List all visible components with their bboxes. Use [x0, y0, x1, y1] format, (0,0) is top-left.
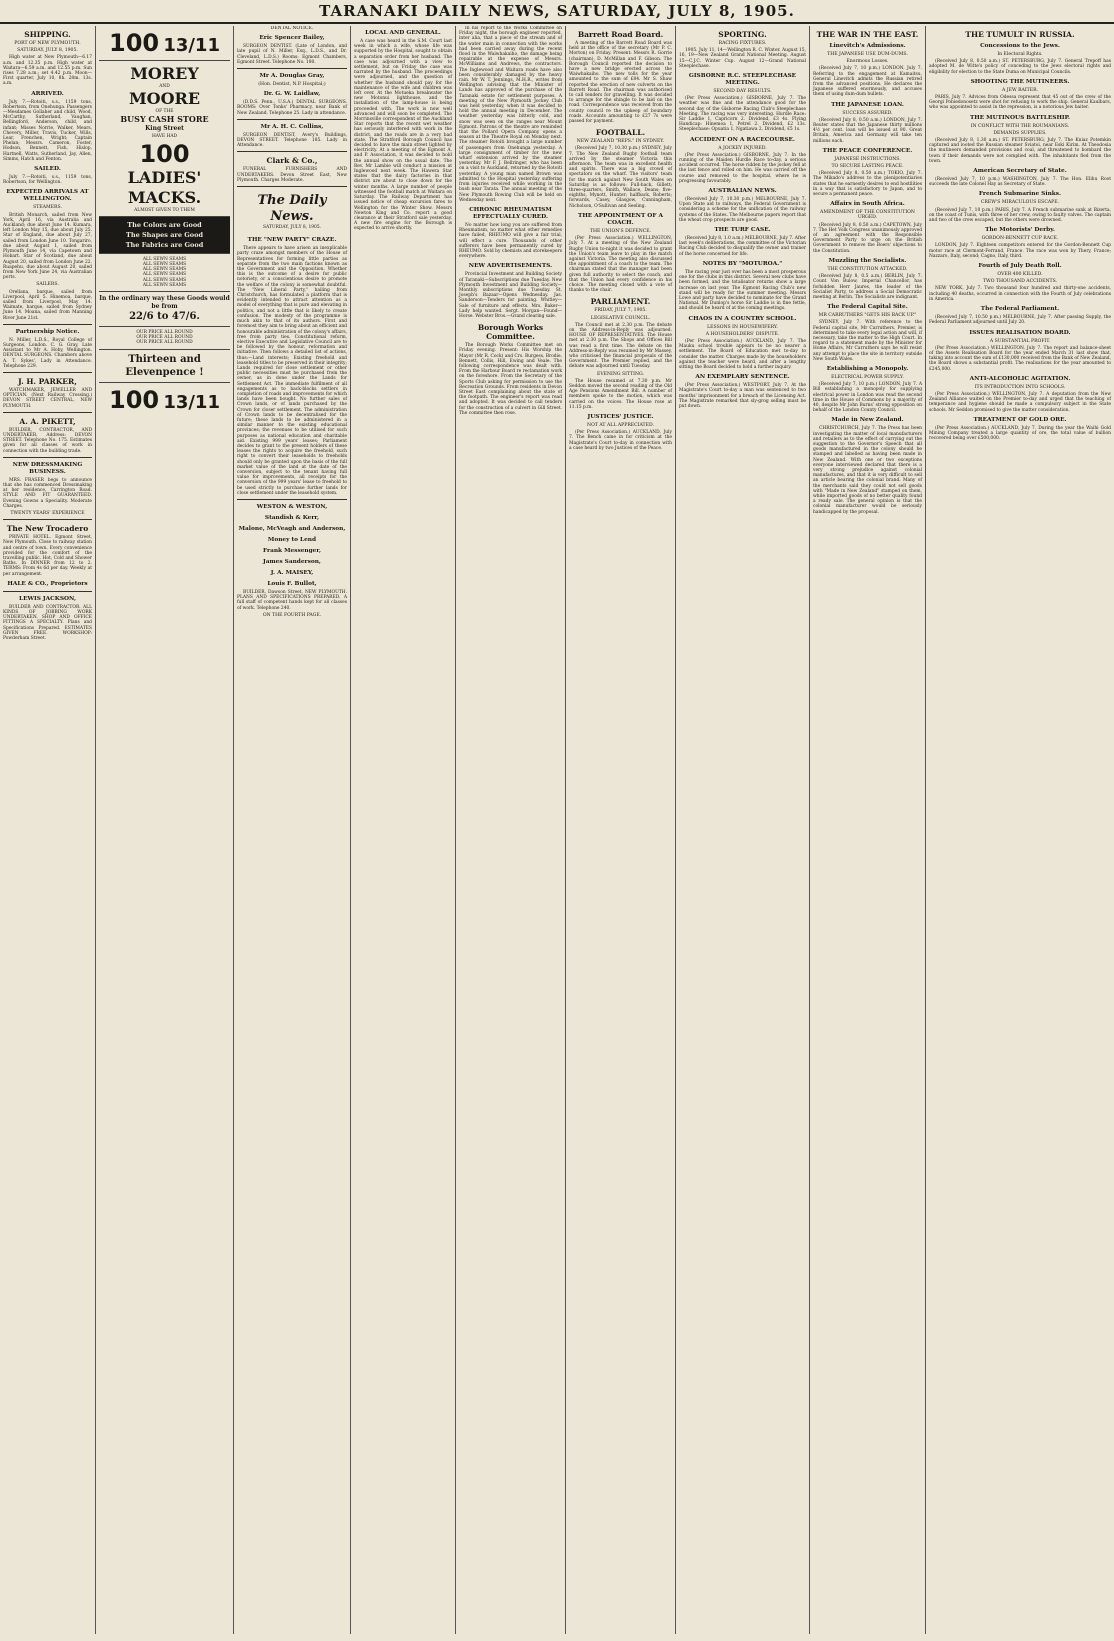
price-100-bottom: 100	[109, 385, 160, 414]
crew-escape-subheading: CREW'S MIRACULOUS ESCAPE.	[980, 200, 1060, 206]
dumdums-subheading: THE JAPANESE USE DUM-DUMS.	[827, 52, 908, 57]
quality-block	[99, 217, 230, 254]
price-fraction-top: 13/11	[163, 35, 220, 56]
morey-moore-block	[99, 61, 230, 217]
moturoa-heading: NOTES BY "MOTUROA."	[702, 260, 783, 267]
laidlaw-text: (D.D.S. Penn., U.S.A.) DENTAL SURGEONS. ROOMS: Over Tonks' Pharmacy, near Bank of New Zealand. Telephone 25. Lady in attendance.	[237, 100, 347, 116]
peace-text: (Received July 8, 0.50 a.m.) TOKIO, July 7. The Mikado's address to the plenipotentiaries states that he earnestly desires to end hostilities in a way that is satisfactory to Japan, and to secure a permanent peace.	[813, 171, 922, 198]
turf-case-heading: THE TURF CASE.	[714, 227, 771, 234]
assets-board-heading: ISSUES REALISATION BOARD.	[969, 329, 1071, 336]
shapes-good: The Shapes are Good	[126, 230, 203, 239]
shipping-heading: SHIPPING.	[24, 30, 71, 39]
collins-heading: Mr A. H. C. Collins,	[260, 123, 324, 130]
killed-subheading: OVER 400 KILLED.	[997, 272, 1043, 278]
divider	[3, 519, 92, 520]
sewn-seams-block	[99, 254, 230, 292]
port-subheading: PORT OF NEW PLYMOUTH.	[14, 41, 81, 46]
column-russia	[926, 26, 1114, 1634]
king-street: King Street	[145, 125, 184, 133]
fabrics-good: The Fabrics are Good	[125, 240, 204, 249]
parliament-heading: PARLIAMENT.	[590, 297, 651, 307]
new-ads-heading: NEW ADVERTISEMENTS.	[468, 263, 553, 270]
local-general-heading: LOCAL AND GENERAL.	[365, 30, 441, 36]
householders-subheading: A HOUSEHOLDERS' DISPUTE.	[705, 331, 780, 337]
divider	[237, 499, 347, 500]
parker-heading: J. H. PARKER,	[18, 376, 77, 386]
war-text: (Received July 7, 10 p.m.) LONDON, July 7. Referring to the engagement at Kamaitsu, General Linevitch admits the Russian retired from the advanced positions. He declares the Japanese suffered enormously, and accuses them of using dum-dum bullets.	[813, 66, 922, 98]
lewis-heading: LEWIS JACKSON,	[19, 595, 76, 602]
busy-cash-store: BUSY CASH STORE	[120, 114, 209, 125]
sailers-text: Orellana, barque, sailed from Liverpool, April 5. Hinemoa, barque, sailed from Liverpool, May 14. Waimate, barque, sailed from Sydney June 14. Moana, sailed from Manning River June 21st.	[3, 289, 92, 321]
south-africa-heading: Affairs in South Africa.	[830, 201, 905, 208]
american-secretary-text: (Received July 7, 10 p.m.) WASHINGTON, July 7. The Hon. Elihu Root succeeds the late Colonel Hay as Secretary of State.	[929, 177, 1111, 188]
masthead-title: TARANAKI DAILY NEWS, SATURDAY, JULY 8, 1905.	[0, 0, 1114, 24]
sailed-text: July 7.—Rotoiti, s.s., 1159 tons, Robertson, for Wellington.	[3, 175, 92, 186]
rheumatism-text: No matter how long you are suffered from Rheumatism, no matter what other remedies have failed, RHEUMO will give a fair trial, will effect a cure. Thousands of other sufferers have been permanently cured by RHEUMO. Sold by chemists and storekeepers everywhere.	[459, 222, 562, 260]
sewn-seams-line: ALL SEWN SEAMS	[142, 272, 187, 278]
parker-text: WATCHMAKER, JEWELLER AND OPTICIAN. (Next Railway Crossing.) DEVON STREET CENTRAL, NEW PLYMOUTH.	[3, 387, 92, 409]
carruthers-subheading: MR CARRUTHERS "GETS HIS BACK UP."	[818, 313, 917, 319]
sewn-seams-line: ALL SEWN SEAMS	[142, 256, 187, 262]
accident-text: (Per Press Association.) GISBORNE, July 7. In the running of the Maiden Hurdle Race to-day, a serious accident occurred. The horse ridden by the jockey fell at the last fence and rolled on him. He was carried off the course and removed to the hospital, where he is progressing favourably.	[679, 152, 806, 184]
steamers-text: British Monarch, sailed from New York, April 16, via Australia and Auckland; due about June 14. Kumara, left London May 15, due about July 25. Star of England, due about July 27, sailed from London June 10. Tongariro, due about August 1, sailed from Plymouth June 14, via Capetown and Hobart. Star of Scotland, due about August 20, sailed from London June 22. Ruapehu, due about August 20, sailed from New York June 24, via Australian ports.	[3, 212, 92, 281]
local-general-text: A case was heard in the S.M. Court last week in which a wife, whose life was supported by the Hospital, sought to obtain a separation order from her husband. The case was adjourned with a view to settlement, but on Friday the case was narrated by the husband. The proceedings were adjourned, and the question of whether the husband should pay for the maintenance of the wife and children was left over. At the Motueka breakwater the new Motonui lighthouse, and the installation of the lamp-house is being proceeded with. The work is now well advanced and will soon be completed. The Morrinsville correspondent of the Auckland Star reports that the recent wet weather has seriously interfered with work in the district, and the roads are in a very bad state. The Stratford Borough Council has decided to have the main street lighted by electricity. At a meeting of the Egmont A. and P. Association, it was decided to hold the annual show on the usual date. The Rev. Mr Lambie will conduct a mission at Inglewood next week. The Hawera Star states that the dairy factories in that district are about to close down for the winter months. A large number of people witnessed the football match at Waitara on Saturday. The Railway Department has issued notice of cheap excursion fares to Wellington for the Winter Show. Messrs Newton King and Co. report a good clearance at their Stratford sale yesterday. A new fire engine for the Borough is expected to arrive shortly.	[354, 39, 452, 232]
column-sporting	[676, 26, 810, 1634]
column-local-general	[351, 26, 456, 1634]
sewn-seams-line: ALL SEWN SEAMS	[142, 267, 187, 273]
sporting-heading: SPORTING.	[718, 30, 767, 39]
monopoly-heading: Establishing a Monopoly.	[826, 365, 909, 372]
douglas-heading: Mr A. Douglas Gray,	[259, 73, 325, 80]
dental-notice: DENTAL NOTICE.	[270, 26, 314, 31]
clark-text: FUNERAL FURNISHERS AND UNDERTAKERS. Devon Street East, New Plymouth. Charges Moderate.	[237, 167, 347, 183]
divider	[237, 151, 347, 152]
american-secretary-heading: American Secretary of State.	[973, 168, 1067, 175]
daily-news-date: SATURDAY, JULY 8, 1905.	[262, 225, 322, 231]
price-100-top: 100	[109, 29, 160, 57]
sewn-seams-line: ALL SEWN SEAMS	[142, 282, 187, 288]
jew-baiter-subheading: A JEW BAITER.	[1002, 87, 1038, 93]
our-price-line: OUR PRICE ALL ROUND	[136, 335, 193, 341]
constitution-attacked-subheading: THE CONSTITUTION ATTACKED.	[827, 266, 908, 272]
divider	[3, 591, 92, 592]
racing-fixtures-text: 1905. July 11, 14—Wellington R. C. Winter. August 15, 16, 19—New Zealand Grand National Meeting. August 15—C.J.C. Winter Cup. August 12—Grand National Steeplechase.	[679, 48, 806, 69]
football-subheading: NEW ZEALAND "REPS." IN SYDNEY.	[576, 139, 665, 145]
divider	[237, 186, 347, 187]
column-shipping	[0, 26, 96, 1634]
barrett-text: A meeting of the Barrett Road Board was held at the office of the secretary (Mr P. C. Morton) on Friday. Present: Messrs R. Gorrie (chairman), D. McMillan and F. Gibson. The Borough Council reported the decision to have a new bridge erected across the Waiwhakaiho. The new tolls for the year amounted to the sum of £84. Mr S. Shaw reported the erection of new culverts on the Barrett Road. The chairman was authorised to call tenders for gravelling. It was decided to arrange for the shingle to be laid on the road. Correspondence was received from the county council re the upkeep of boundary roads. Accounts amounting to £27 7s were passed for payment.	[569, 41, 672, 125]
racing-fixtures-subheading: RACING FIXTURES.	[718, 41, 767, 46]
trocadero-text: PRIVATE HOTEL. Egmont Street, New Plymouth. Close to railway station and centre of town. Every convenience provided for the comfort of the travelling public. Hot, Cold and Shower Baths. In DINNER from 12 to 2. TERMS: From 4s 6d per day. Weekly at per arrangement.	[3, 535, 92, 577]
gordon-bennett-subheading: GORDON-BENNETT CUP RACE.	[981, 236, 1059, 242]
parliament-text: The Council met at 2.30 p.m. The debate on the Address-in-Reply was adjourned. HOUSE OF REPRESENTATIVES. The House met at 2.30 p.m. The Shops and Offices Bill was read a first time. The debate on the Address-in-Reply was resumed by Mr Massey, who criticised the financial proposals of the Government. The Premier replied, and the debate was adjourned until Tuesday.	[569, 322, 672, 370]
column-local-continued	[456, 26, 566, 1634]
morey-title: MOREY	[130, 64, 199, 83]
sanderson-heading: James Sanderson,	[263, 559, 321, 565]
moore-title: MOORE	[128, 89, 201, 109]
bullot-text: BUILDER, Dawson Street, NEW PLYMOUTH. PLANS AND SPECIFICATIONS PREPARED. A full staff of competent hands kept for all classes of work. Telephone 240.	[237, 590, 347, 611]
gold-ore-text: (Per Press Association.) AUCKLAND, July 7. During the year the Waihi Gold Mining Company treated a large quantity of ore, the total value of bullion recovered being over £500,000.	[929, 425, 1111, 442]
loan-text: (Received July 8, 0.50 a.m.) LONDON, July 7. Reuter states that the Japanese thirty millions 4½ per cent. loan will be issued at 90. Great Britain, America and Germany will take ten millions each.	[813, 117, 922, 144]
anti-alcoholic-text: (Per Press Association.) WELLINGTON, July 7. A deputation from the New Zealand Alliance waited on the Premier to-day and urged that the teaching of temperance and hygiene should be made a compulsory subject in the State schools. Mr Seddon promised to give the matter consideration.	[929, 391, 1111, 413]
column-professional-editorial	[234, 26, 351, 1634]
french-submarine-heading: French Submarine Sinks.	[978, 191, 1062, 198]
gisborne-heading: GISBORNE R.C. STEEPLECHASE MEETING.	[688, 73, 797, 87]
our-price-block	[99, 327, 230, 350]
union-defence-subheading: THE UNION'S DEFENCE.	[589, 228, 652, 234]
sailers-subheading: SAILERS.	[36, 282, 59, 288]
tide-text: High water at New Plymouth—6.17 a.m. and 12.35 p.m. High water at Waitara—6.59 a.m. and 12.55 p.m. Sun rises 7.28 a.m.; set 4.42 p.m. Moon—First quarter, July 10, 8h. 28m. 13s. a.m.	[3, 55, 92, 87]
borough-works-heading: Borough Works Committee.	[477, 323, 544, 342]
made-in-nz-text: CHRISTCHURCH, July 7. The Press has been investigating the matter of local manufacturers and retailers as to the effect of carrying out the suggestion to the Governor's Speech that all goods manufactured in the colony should be stamped and labelled as having been made in New Zealand. With one or two exceptions everyone interviewed declared that there is a very strong prejudice against colonial manufactures, and that it is very difficult to sell an article bearing the colonial brand. Many of the merchants said they could not sell goods with "Made in New Zealand" stamped on them, while imported goods of no better quality found a ready sale. The general opinion is that the colonial manufacturer would be seriously handicapped by the proposal.	[813, 426, 922, 515]
price-100-mid: 100	[139, 139, 190, 168]
justices-subheading: NOT AT ALL APPRECIATED.	[587, 422, 654, 428]
federal-capital-text: SYDNEY, July 7. With reference to the Federal capital site, Mr Carruthers, Premier, is determined to take every legal action and will, if necessary, take the matter to the High Court. In regard to a statement made by the Minister for Home Affairs, Mr Carruthers says he will resist any attempt to place the site in territory outside New South Wales.	[813, 320, 922, 362]
have-had-text: HAVE HAD	[151, 134, 178, 140]
motorists-text: LONDON, July 7. Eighteen competitors entered for the Gordon-Bennett Cup motor race at Clermont-Ferrand, France. The race was won by Thery, France; Nazzaro, Italy, second; Cagno, Italy, third.	[929, 243, 1111, 259]
conflict-subheading: IN CONFLICT WITH THE ROUMANIANS.	[970, 123, 1070, 129]
concessions-heading: Concessions to the Jews.	[980, 43, 1060, 49]
french-submarine-text: (Received July 7, 10 p.m.) PARIS, July 7. A French submarine sank at Bizerta, on the coast of Tunis, with three of her crew, owing to faulty valves. The captain and two of the crew escaped, but the others were drowned.	[929, 207, 1111, 224]
fourth-july-heading: Fourth of July Death Roll.	[978, 263, 1062, 270]
ladies-title: LADIES'	[127, 167, 202, 187]
linevitch-heading: Linevitch's Admissions.	[829, 43, 906, 49]
divider	[3, 372, 92, 373]
column-war-east	[810, 26, 926, 1634]
rheumatism-heading: CHRONIC RHEUMATISM EFFECTUALLY CURED.	[469, 206, 552, 220]
accidents-subheading: TWO THOUSAND ACCIDENTS.	[982, 279, 1058, 285]
divider	[3, 324, 92, 325]
battleship-text: (Received July 8, 1.30 a.m.) ST. PETERSBURG, July 7. The Kniaz Potemkin captured and looted the Russian steamer Sviatoi, near Eski Kirim. At Theodosia the mutineers demanded provisions and coal, and threatened to bombard the town if their demands were not complied with. The inhabitants fled from the town.	[929, 138, 1111, 164]
australian-news-heading: AUSTRALIAN NEWS.	[708, 188, 777, 195]
spencer-text: SURGEON DENTIST. (Late of London, and late pupil of N. Miller, Esq., L.D.S., and Dr. Cleveland, L.D.S.) Rooms: Egmont Chambers, Egmont Street. Telephone No. 180.	[237, 44, 347, 65]
messenger-heading: Frank Messenger,	[263, 548, 321, 554]
electoral-subheading: In Electoral Rights.	[997, 52, 1043, 57]
evening-sitting-text: The House resumed at 7.30 p.m. Mr Seddon moved the second reading of the Old Age Pensions Amendment Bill. A number of members spoke to the motion, which was carried on the voices. The House rose at 11.15 p.m.	[569, 378, 672, 410]
date-subheading: SATURDAY, JULY 8, 1905.	[17, 48, 78, 54]
price-block-bottom	[99, 383, 230, 417]
gisborne-text: (Per Press Association.) GISBORNE, July 7. The weather was fine and the attendance good for the second day of the Gisborne Racing Club's Steeplechase Meeting. The racing was very interesting. Hurdle Race: Sir Laddie 1, Capricorn 2. Dividend, £3 4s. Flying Handicap: Hinemoa 1, Petrel 2. Dividend, £2 13s. Steeplechase: Opuatia 1, Ngatiawa 2. Dividend, £5 1s.	[679, 96, 806, 133]
dressmaking-heading: NEW DRESSMAKING BUSINESS.	[12, 461, 83, 475]
almost-given-text: ALMOST GIVEN TO THEM	[134, 207, 195, 213]
barrett-heading: Barrett Road Board.	[577, 30, 664, 39]
and-text: AND	[159, 84, 170, 89]
divider	[237, 68, 347, 69]
standish-heading: Standish & Kerr,	[264, 515, 320, 521]
legislative-council-subheading: LEGISLATIVE COUNCIL.	[590, 315, 651, 321]
justices-text: (Per Press Association.) AUCKLAND, July 7. The Bench came in for criticism at the Magistrate's Court to-day in connection with a case heard by two Justices of the Peace.	[569, 430, 672, 451]
muzzling-text: (Received July 8, 0.5 a.m.) BERLIN, July 7. Count Von Bulow, Imperial Chancellor, has forbidden Herr Jaures, the leader of the Socialist Party, to address a Social Democratic meeting at Berlin. The Socialists are indignant.	[813, 274, 922, 300]
trocadero-heading: The New Trocadero	[6, 524, 89, 534]
spencer-heading: Eric Spencer Bailey,	[259, 35, 325, 42]
clark-heading: Clark & Co.,	[266, 156, 318, 166]
parliament-date: FRIDAY, JULY 7, 1905.	[594, 308, 647, 314]
new-ads-text: Provincial Investment and Building Society of Taranaki—Subscriptions due Tuesday. New Plymouth Investment and Building Society—Monthly subscriptions due Tuesday. St. Joseph's Bazaar—Opens Wednesday. Jas. Sanderson—Tenders for painting. Whitley—Sale of furniture and effects. Mrs. Baker—Lady help wanted. Sergt. Morgan—Found—Horse. Webster Bros.—Grand clearing sale.	[459, 272, 562, 319]
daily-news-logo-block	[237, 190, 347, 233]
ordinary-text: In the ordinary way these Goods would be from	[99, 295, 230, 310]
divider	[3, 412, 92, 413]
malone-heading: Malone, McVeagh and Anderson,	[238, 526, 346, 532]
price-block-top	[99, 26, 230, 61]
hale-heading: HALE & CO., Proprietors	[7, 580, 88, 587]
sewn-seams-line: ALL SEWN SEAMS	[142, 262, 187, 268]
pikett-text: BUILDER, CONTRACTOR, AND UNDERTAKER. Address: DEVON STREET. Telephone No. 175. Estimates given for all classes of work in connection with the building trade.	[3, 427, 92, 454]
lasting-peace-subheading: TO SECURE LASTING PEACE.	[831, 164, 904, 170]
war-east-heading: THE WAR IN THE EAST.	[816, 30, 919, 39]
laidlaw-heading: Dr. G. W. Laidlaw,	[263, 91, 321, 98]
football-heading: FOOTBALL.	[595, 128, 646, 138]
south-africa-text: (Received July 8, 0.50 a.m.) CAPETOWN, July 7. The Het Volk Congress unanimously approved of an agreement with the Responsible Government Party to urge on the British Government to remove the Boers' objections to the Constitution.	[813, 222, 922, 254]
shooting-text: PARIS, July 7. Advices from Odessa represent that 45 out of the crew of the Georgi Pobiedonosetz were shot for refusing to work the ship. General Kaulbars, who was appointed to assist in the repression, is a notorious Jew baiter.	[929, 95, 1111, 111]
partnership-heading: Partnership Notice.	[15, 328, 80, 335]
sailed-heading: SAILED.	[34, 166, 61, 173]
chaos-heading: CHAOS IN A COUNTRY SCHOOL.	[688, 315, 797, 322]
bullot-heading: Louis F. Bullot,	[267, 581, 317, 587]
partnership-text: N. Miller, L.D.S., Royal College of Surgeons, London. C. G. Gray, Late Assistant to Mr A. Hoby, Wellington. DENTAL SURGEONS. Chambers above A. T. Sykes', Lady in Attendance. Telephone 229.	[3, 337, 92, 369]
tumult-russia-heading: THE TUMULT IN RUSSIA.	[965, 30, 1075, 39]
chaos-text: (Per Press Association.) AUCKLAND, July 7. The Mauku school trouble appears to be no nearer a settlement. The Board of Education met to-day to consider the matter. Charges made by the householders against the teacher were heard, and after a lengthy sitting the Board decided to hold a further inquiry.	[679, 338, 806, 370]
monopoly-text: (Received July 7, 10 p.m.) LONDON, July 7. A Bill establishing a monopoly for supplying electrical power in London was read the second time in the House of Commons by a majority of 40, despite Mr John Burns' strong opposition on behalf of the London County Council.	[813, 382, 922, 414]
divider	[237, 119, 347, 120]
justices-heading: JUSTICES' JUSTICE.	[587, 413, 654, 420]
accident-heading: ACCIDENT ON A RACECOURSE.	[690, 136, 795, 143]
maisey-heading: J. A. MAISEY,	[270, 570, 314, 576]
steamers-subheading: STEAMERS.	[33, 205, 62, 211]
weston-heading: WESTON & WESTON,	[256, 504, 328, 510]
assets-board-text: (Per Press Association.) WELLINGTON, July 7. The report and balance-sheet of the Assets Realisation Board for the year ended March 31 last show that, taking into account the sum of £130,000 received from the Bank of New Zealand, the Board shows a substantial profit. The realisations for the year amounted to £245,000.	[929, 345, 1112, 372]
column-morey-moore-ad	[96, 26, 234, 1634]
moturoa-text: The racing year just over has been a most prosperous one for the clubs in this district. Several new clubs have been formed, and the totalisator returns show a large increase on last year. The Egmont Racing Club's new stand will be ready for the summer meeting. Messrs Lowe and party have decided to nominate for the Grand National. Mr Dunlop's horse Sir Laddie is in fine fettle, and should be heard of at the coming meetings.	[679, 269, 806, 312]
thirteen-eleven-title: Thirteen and Elevenpence !	[125, 353, 204, 378]
column-barrett-football-parliament	[566, 26, 676, 1634]
made-in-nz-heading: Made in New Zealand.	[831, 417, 904, 424]
federal-parliament-text: (Received July 7, 10.50 p.m.) MELBOURNE, July 7. After passing Supply, the Federal Parliament adjourned until July 20.	[929, 315, 1111, 326]
editorial-text: There appears to have arisen an inexplicable party craze amongst members of the House of Representatives for forming little parties as separate from the two main factions known as the Government and the Opposition. Whether this is the outcome of a desire for public notoriety, or a conscientious desire to promote the welfare of the colony is somewhat doubtful. The "New Liberal Party," hailing from Christchurch, has formulated a platform that is evidently intended to attract attention as a model of everything that is pure and elevating in politics, and not a little that is likely to create confusion. The modesty of the programme is much akin to that of its authors. First and foremost they aim to bring about an efficient and honourable administration of the colony's affairs, free from party ties. Constitutional reform, elective Executive and Legislative Council are to be followed by the honour, reformation and initiative. Then follows a detailed list of actions, thus:—Land interests; Existing freehold and leasehold titles to be preserved in their integrity; Lands required for close settlement or other public necessities must be purchased from the owner, as in done under the Lands for Settlement Act. The immediate fulfilment of all engagements as to back-blocks settlers in completion of roads and improvements for which lands have been bought. No further sales of Crown lands, or of lands purchased by the Crown for closer settlement. The administration of Crown lands to be decentralised for the future; these lands to be administered in a similar manner to the existing educational provinces; the revenues to be utilised for such purposes as national education and charitable aid. Existing 999 years' leases; Parliament decides to grant to the present holders of these leases the rights to acquire the freehold, such right to convert their leaseholds to freeholds should only be granted upon the basis of the full market value of the land at the date of the conversion, subject to the tenant having full value for improvements, all receipts for the conversion of the 999 years' lease to freehold to be used strictly to purchase further lands for close settlement under the leasehold system.	[237, 246, 347, 496]
arrived-heading: ARRIVED.	[31, 90, 64, 97]
borough-works-text: The Borough Works Committee met on Friday evening. Present: His Worship the Mayor (Mr R. Cock) and Crs. Burgess, Brodie, Bennett, Collis, Hill, Ewing and Veale. The following correspondence was dealt with. From the Harbour Board re reclamation work on the foreshore. From the Secretary of the Sports Club asking for permission to use the Recreation Grounds. From residents in Devon Street East complaining about the state of the footpath. The engineer's report was read and adopted. It was decided to call tenders for the construction of a culvert in Gill Street. The committee then rose.	[459, 343, 562, 416]
gold-ore-heading: TREATMENT OF GOLD ORE.	[973, 416, 1067, 423]
success-subheading: SUCCESS ASSURED.	[842, 110, 893, 116]
pikett-heading: A. A. PIKETT,	[19, 416, 76, 426]
second-day-subheading: SECOND DAY RESULTS.	[713, 89, 772, 95]
our-price-line: OUR PRICE ALL ROUND	[136, 330, 193, 336]
sewn-seams-line: ALL SEWN SEAMS	[142, 277, 187, 283]
coach-text: (Per Press Association.) WELLINGTON, July 7. At a meeting of the New Zealand Rugby Union to-night it was decided to grant the Union's team leave to play in the match against Victoria. The meeting also discussed the appointment of a coach to the team. The chairman stated that the manager had been given full authority to select the coach, and that the Union had every confidence in his choice. The meeting closed with a vote of thanks to the chair.	[569, 236, 672, 294]
macks-title: MACKS.	[127, 187, 202, 207]
russia-text: (Received July 8, 0.50 a.m.) ST. PETERSBURG, July 7. General Trepoff has adopted M. de Witte's policy of conceding to the Jews electoral rights and eligibility for election to the State Duma on Municipal Councils.	[929, 59, 1111, 75]
arrived-text: July 7.—Rotoiti, s.s., 1159 tons, Robertson, from Onehunga. Passengers—Mesdames Gollaher and child, Wood, McCarthy, Sutherland, Vaughan, Bellingford, Anderson, child, and infant; Misses Norrie, Walker, Mears, Chevery, Miller, Travis, Tucker, Wills, Lear, Frenchen, Wright; Captain Phelan; Messrs. Cameron, Foster, Hodson, Bennett, Fish, Hislop, Hartnell, Watts, Sutherland, Jay, Allen, Simms, Hatch and Fenton.	[3, 99, 92, 162]
fourth-july-text: NEW YORK, July 7. Two thousand four hundred and thirty-one accidents, including 40 deaths, occurred in connection with the Fourth of July celebrations in America.	[929, 286, 1111, 302]
housewifery-subheading: LESSONS IN HOUSEWIFERY.	[707, 324, 778, 330]
expected-heading: EXPECTED ARRIVALS AT WELLINGTON.	[6, 189, 89, 203]
our-price-line: OUR PRICE ALL ROUND	[136, 340, 193, 346]
electrical-subheading: ELECTRICAL POWER SUPPLY.	[831, 374, 904, 380]
daily-news-logo: The Daily News.	[257, 193, 327, 225]
exemplary-text: (Per Press Association.) WESTPORT, July 7. At the Magistrate's Court to-day a man was sentenced to two months' imprisonment for a breach of the Licensing Act. The Magistrate remarked that sly-grog selling must be put down.	[679, 383, 806, 409]
schools-subheading: ITS INTRODUCTION INTO SCHOOLS.	[974, 384, 1066, 390]
price-fraction-bottom: 13/11	[163, 391, 220, 413]
douglas-text: (Hon. Dentist, N.P. Hospital;)	[258, 82, 326, 88]
battleship-heading: THE MUTINOUS BATTLESHIP.	[969, 114, 1071, 121]
lewis-text: BUILDER AND CONTRACTOR. ALL KINDS OF JOBBING WORK UNDERTAKEN. SHOP AND OFFICE FITTINGS A SPECIALTY. Plans and Specifications Prepared. ESTIMATES GIVEN FREE. WORKSHOP: Powderham Street.	[3, 604, 92, 642]
federal-capital-heading: The Federal Capital Site.	[827, 304, 908, 311]
fourth-page-note: ON THE FOURTH PAGE.	[262, 612, 322, 618]
of-the-text: OF THE	[155, 109, 174, 115]
constitution-subheading: AMENDMENT OF THE CONSTITUTION URGED.	[820, 210, 915, 221]
dressmaking-text: MRS. FRASER begs to announce that she has commenced Dressmaking at her residence, Carrington Road. STYLE AND FIT GUARANTEED. Evening Gowns a Speciality. Moderate Charges.	[3, 477, 92, 509]
profit-subheading: A SUBSTANTIAL PROFIT.	[989, 338, 1051, 344]
jockey-subheading: A JOCKEY INJURED.	[718, 145, 767, 151]
muzzling-heading: Muzzling the Socialists.	[828, 257, 907, 264]
demands-subheading: DEMANDS SUPPLIES.	[993, 130, 1047, 136]
federal-parliament-heading: The Federal Parliament.	[980, 306, 1060, 313]
shooting-heading: SHOOTING THE MUTINEERS.	[970, 78, 1070, 85]
japanese-loan-heading: THE JAPANESE LOAN.	[831, 101, 904, 108]
colors-good: The Colors are Good	[127, 220, 202, 229]
divider	[3, 457, 92, 458]
anti-alcoholic-heading: ANTI-ALCOHOLIC AGITATION.	[969, 375, 1071, 382]
ordinary-block	[99, 292, 230, 327]
price-range: 22/6 to 47/6.	[129, 311, 200, 323]
japanese-instructions-subheading: JAPANESE INSTRUCTIONS.	[834, 156, 901, 162]
coach-heading: THE APPOINTMENT OF A COACH.	[578, 212, 663, 226]
motorists-derby-heading: The Motorists' Derby.	[985, 227, 1055, 234]
australian-news-text: (Received July 7, 10.30 p.m.) MELBOURNE, July 7. Upon State aid to railways, the Federal Government is considering a scheme for the unification of the railway systems of the States. The Melbourne papers report that the wheat crop prospects are good.	[679, 197, 806, 223]
money-heading: Money to Lend	[267, 537, 317, 543]
local-continued-text: In his report to the Works Committee on Friday night, the borough engineer reported, inter alia, that a piece of the stream and of the water main in connection with the works had been carried away during the recent flood in the Waiwhakaiho, the damage being repairable at the expense of Messrs. McWilliams and Andrews, the contractors. The Inglewood and Waitara roads have also been considerably damaged by the heavy rain. Mr W. T. Jennings, M.H.R., writes from Wellington advising that the Minister of Lands has approved of the purchase of the Taranaki estate for settlement purposes. A meeting of the New Plymouth Jockey Club was held yesterday, when it was decided to hold the annual meeting in December. The weather yesterday was bitterly cold, and snow was seen on the ranges near Mount Egmont. Patrons of the theatre are reminded that the Pollard Opera Company opens a season at the Theatre Royal on Monday next. The steamer Rotoiti brought a large number of passengers from Onehunga yesterday. A large consignment of timber for the new wharf extension arrived by the steamer yesterday. Mr F. J. Bellringer, who has been on a visit to Auckland, returned by the Rotoiti yesterday. A young man named Brown was admitted to the Hospital yesterday suffering from injuries received while working in the bush near Tarata. The annual meeting of the New Plymouth Rowing Club will be held on Wednesday next.	[459, 26, 562, 203]
craze-heading: THE "NEW PARTY" CRAZE.	[247, 237, 337, 244]
thirteen-block	[99, 350, 230, 383]
evening-sitting-subheading: EVENING SITTING.	[597, 371, 644, 377]
turf-case-text: (Received July 8, 1.0 a.m.) MELBOURNE, July 7. After last week's deliberations, the committee of the Victorian Racing Club decided to disqualify the owner and trainer of the horse concerned for life.	[679, 236, 806, 257]
enormous-losses-subheading: Enormous Losses.	[846, 59, 889, 65]
exemplary-heading: AN EXEMPLARY SENTENCE.	[695, 374, 790, 381]
peace-heading: THE PEACE CONFERENCE.	[822, 147, 913, 154]
dressmaking-experience: TWENTY YEARS' EXPERIENCE	[10, 511, 85, 516]
football-text: (Received July 7, 10.30 p.m.) SYDNEY, July 7. The New Zealand Rugby football team arrived by the steamer Victoria this afternoon. The team was in excellent health and spirits. There was a big crowd of spectators on the wharf. The visitors' team for the match against New South Wales on Saturday is as follows: Full-back, Gillett; three-quarters, Smith, Wallace, Deans; five-eighths, Mynott, Hunter; halfback, Roberts; forwards, Casey, Glasgow, Cunningham, Nicholson, O'Sullivan and Seeling.	[569, 146, 672, 209]
collins-text: SURGEON DENTIST, Avery's Buildings, DEVON STREET. Telephone 185. Lady in Attendance.	[237, 132, 347, 149]
